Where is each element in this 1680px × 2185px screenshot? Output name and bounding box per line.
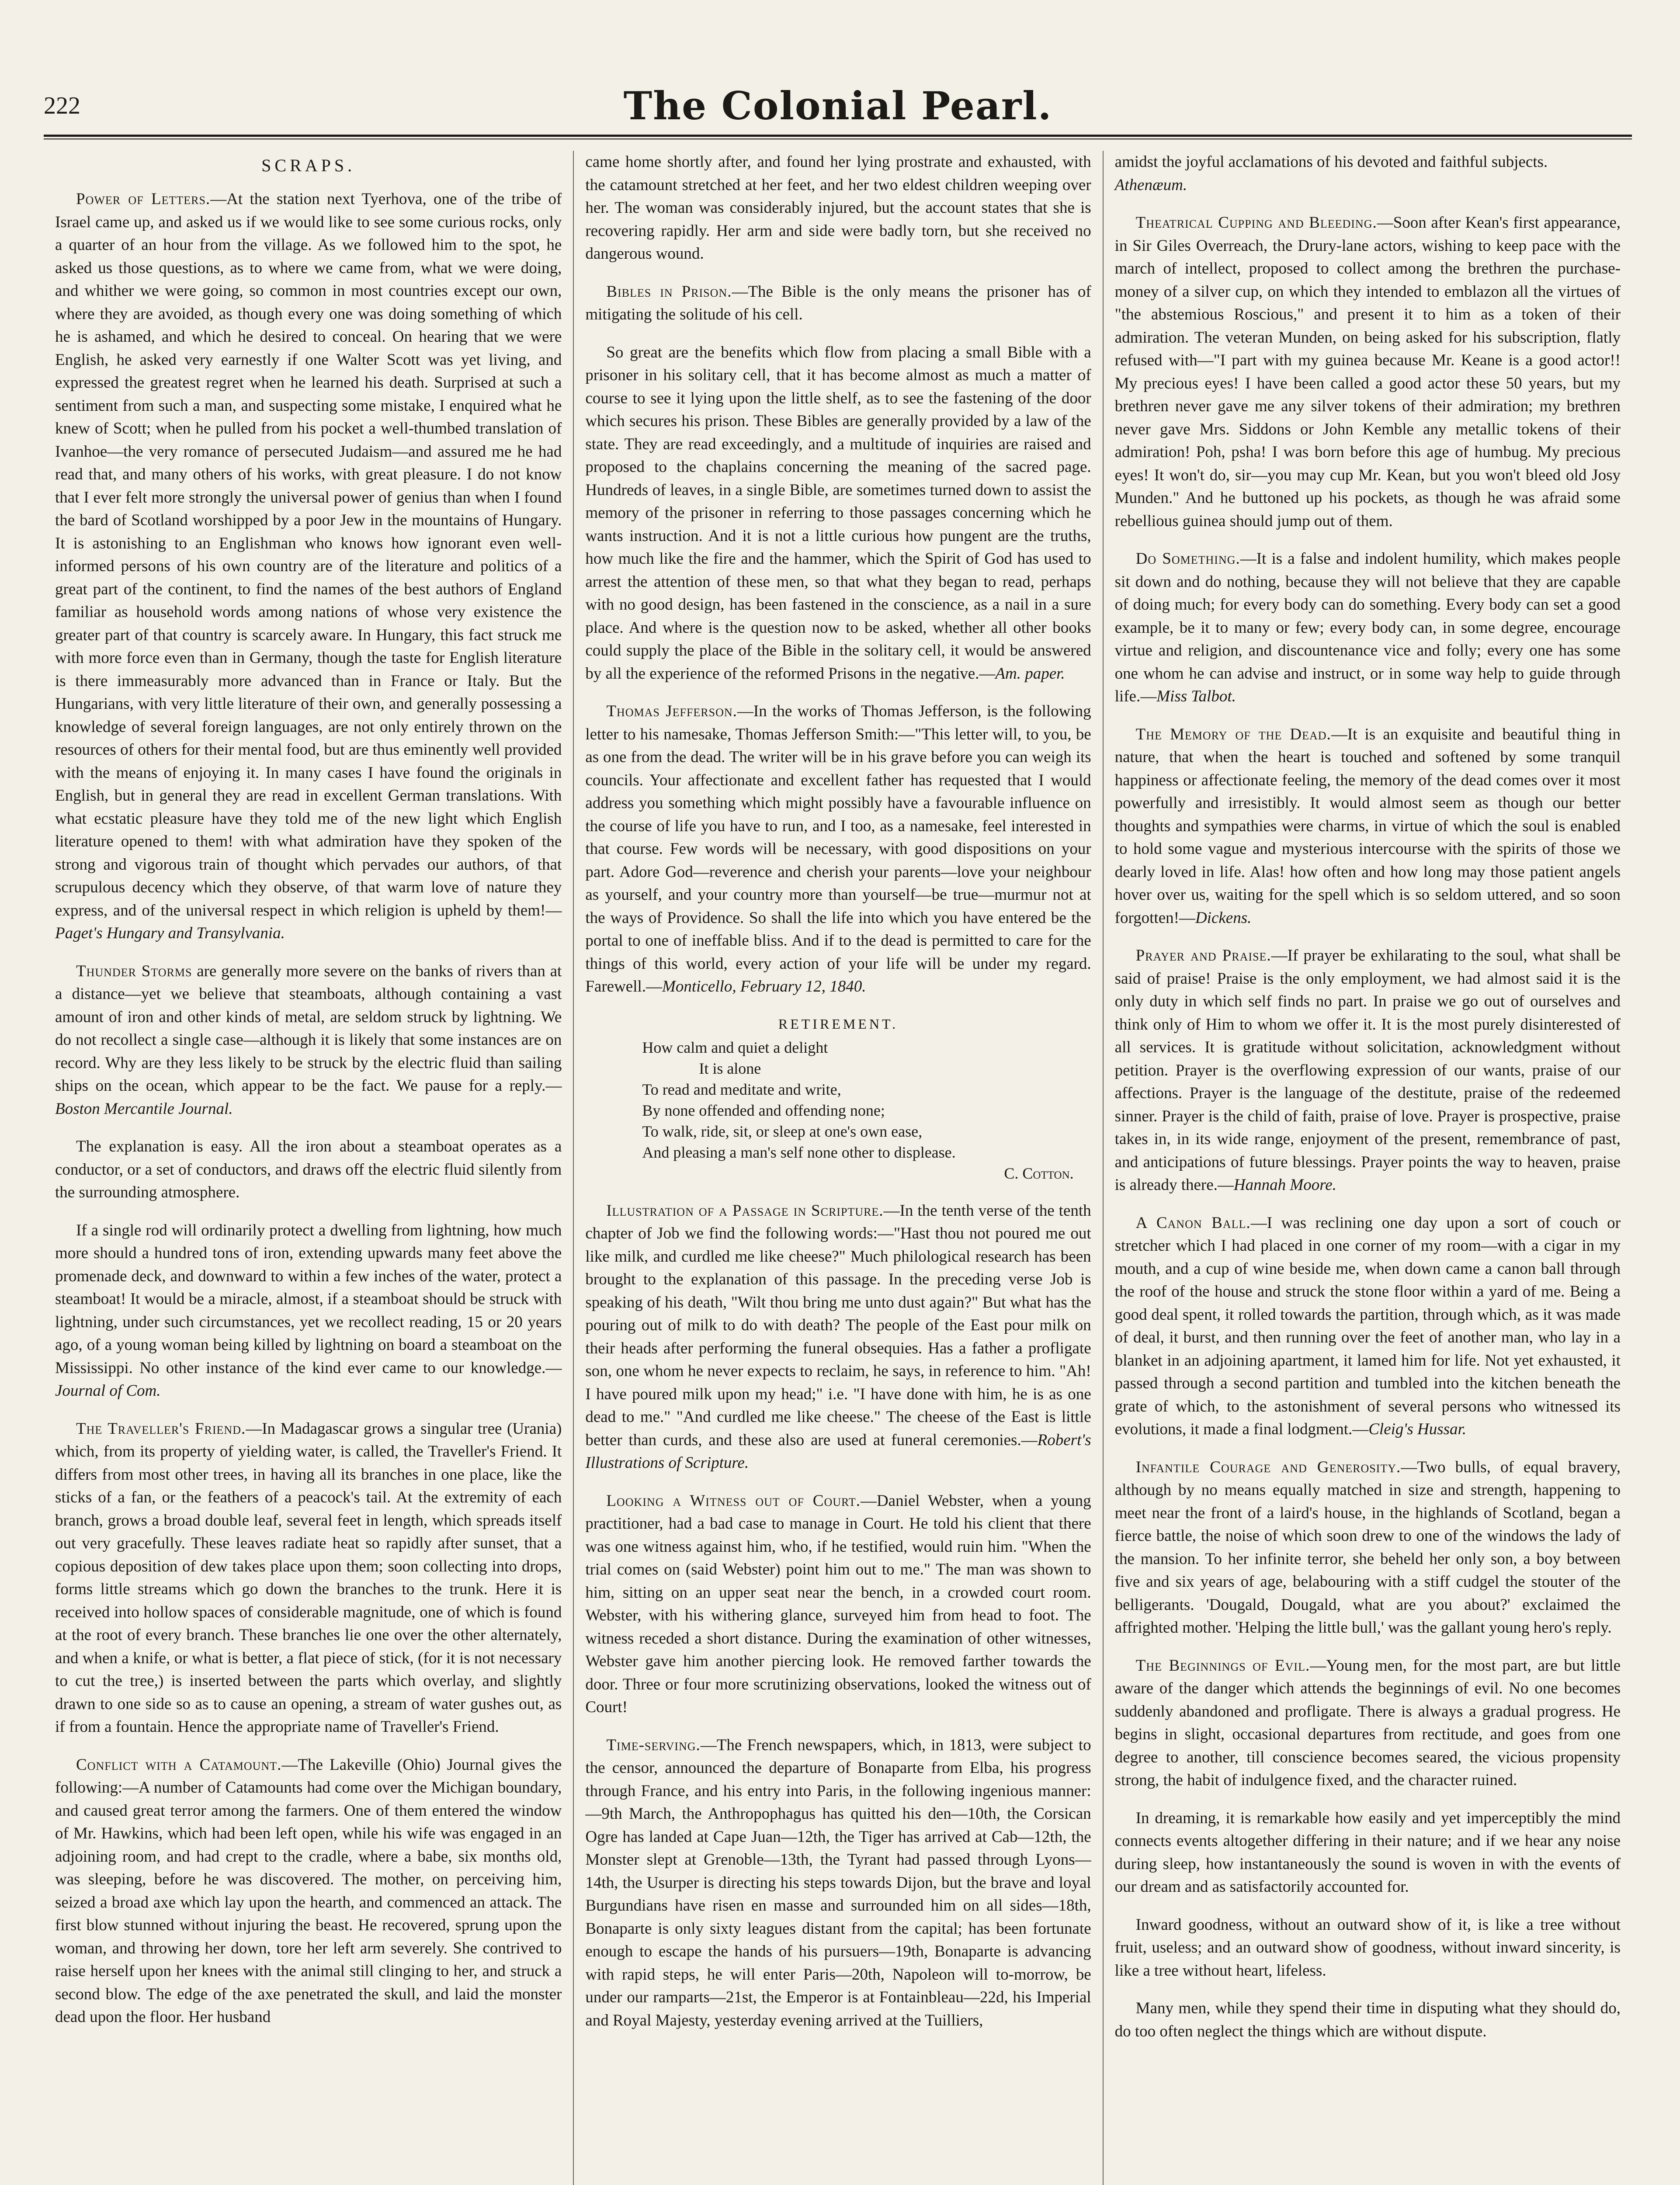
article bbox=[55, 1754, 562, 2029]
article-body: —If prayer be exhilarating to the soul, what shall be said of praise! Praise is the only employment, we had almost said it is the only duty in which self finds no part. In praise we go out of ourselves and think only of Him to whom we offer it. It is the most purely disinterested of all services. It is gratitude without solicitation, acknowledgment without petition. Prayer is the overflowing expression of our wants, praise of our affections. Prayer is the language of the destitute, praise of the redeemed sinner. Prayer is the child of faith, praise of love. Prayer is prospective, praise takes in, in its wide range, enjoyment of the present, remembrance of past, and anticipations of future blessings. Prayer points the way to heaven, praise is already there.— bbox=[1114, 947, 1621, 1194]
section-heading: SCRAPS. bbox=[261, 156, 356, 175]
poem-title: RETIREMENT. bbox=[778, 1016, 899, 1032]
article-body: —Soon after Kean's first appearance, in Sir Giles Overreach, the Drury-lane actors, wishing to keep pace with the march of intellect, proposed to collect among the brethren the purchase-money of a silver cup, on which they intended to emblazon all the virtues of "the abstemious Roscious," and present it to him as a token of their admiration. The veteran Munden, on being asked for his subscription, flatly refused with—"I part with my guinea because Mr. Keane is a good actor!! My precious eyes! I have been called a good actor these 50 years, but my brethren never gave me any silver tokens of their admiration; my brethren never gave Mrs. Siddons or John Kemble any metallic tokens of their admiration! Poh, psha! I was born before this age of humbug. My precious eyes! It won't do, sir—you may cup Mr. Kean, but you won't bleed old Josy Munden." And he buttoned up his pockets, as though he was afraid some rebellious guinea should jump out of them. bbox=[1114, 214, 1621, 530]
article bbox=[585, 700, 1091, 999]
article-source: Paget's Hungary and Transylvania. bbox=[55, 924, 285, 942]
article bbox=[55, 1135, 562, 1204]
article-source: Journal of Com. bbox=[55, 1382, 161, 1400]
column-1 bbox=[44, 151, 573, 2185]
article bbox=[585, 341, 1091, 686]
column-2 bbox=[573, 151, 1102, 2185]
article-source: Boston Mercantile Journal. bbox=[55, 1099, 233, 1118]
article-body: Many men, while they spend their time in disputing what they should do, do too often neglect the things which are without dispute. bbox=[1114, 1999, 1621, 2040]
article bbox=[1115, 1456, 1621, 1640]
article-source: Athenæum. bbox=[1114, 176, 1187, 194]
article-headline: Looking a Witness out of Court. bbox=[606, 1491, 861, 1510]
column-3 bbox=[1103, 151, 1632, 2185]
article-body: —At the station next Tyerhova, one of the tribe of Israel came up, and asked us if we would like to see some curious rocks, only a quarter of an hour from the village. As we followed him to the spot, he asked us those questions, as to where we came from, what we were doing, and whither we were going, so common in most countries except our own, where they are avoided, as though every one was doing something of which he is ashamed, and which he desired to conceal. On hearing that we were English, he asked very earnestly if one Walter Scott was yet living, and expressed the greatest regret when he learned his death. Surprised at such a sentiment from such a man, and suspecting some mistake, I enquired what he knew of Scott; when he pulled from his pocket a well-thumbed translation of Ivanhoe—the very romance of persecuted Judaism—and assured me he had read that, and many others of his works, with great pleasure. I do not know that I ever felt more strongly the universal power of genius than when I found the bard of Scotland worshipped by a poor Jew in the mountains of Hungary. It is astonishing to an Englishman who knows how ignorant even well-informed persons of his own country are of the literature and politics of a great part of the continent, to find the names of the best authors of England familiar as household words among nations of whose very existence the greater part of that country is scarcely aware. In Hungary, this fact struck me with more force even than in Germany, though the taste for English literature is there immeasurably more advanced than in France or Italy. But the Hungarians, with very little literature of their own, and generally possessing a knowledge of several foreign languages, are not only entirely thrown on the resources of others for their mental food, but are thus eminently well provided with the means of enjoying it. In many cases I have found the originals in English, but in general they are read in excellent German translations. With what ecstatic pleasure have they told me of the new light which English literature opened to them! with what admiration have they spoken of the strong and vigorous train of thought which pervades our authors, of that scrupulous decency which they observe, of that warm love of nature they express, and of the universal respect in which religion is upheld by them!— bbox=[55, 190, 562, 919]
article-source: Robert's Illustrations of Scripture. bbox=[585, 1431, 1091, 1472]
article-body: So great are the benefits which flow from placing a small Bible with a prisoner in his solitary cell, that it has become almost as much a matter of course to see it lying upon the little shelf, as to see the fastening of the door which secures his prison. These Bibles are generally provided by a law of the state. They are read exceedingly, and a multitude of inquiries are raised and proposed to the chaplains concerning the meaning of the sacred page. Hundreds of leaves, in a single Bible, are sometimes turned down to assist the memory of the prisoner in referring to those passages concerning which he wants instruction. And it is not a little curious how pungent are the truths, how much like the fire and the hammer, which the Spirit of God has used to arrest the attention of these men, so that what they began to read, perhaps with no good design, has been fastened in the conscience, as a nail in a sure place. And where is the question now to be asked, whether all other books could supply the place of the Bible in the solitary cell, it would be answered by all the experience of the reformed Prisons in the negative.— bbox=[585, 343, 1091, 683]
article-source: Am. paper. bbox=[995, 664, 1065, 683]
article bbox=[1115, 944, 1621, 1197]
article-headline: Thunder Storms bbox=[76, 962, 192, 980]
article bbox=[1115, 1914, 1621, 1983]
article-headline: Thomas Jefferson. bbox=[606, 702, 737, 720]
article-headline: The Traveller's Friend. bbox=[76, 1419, 246, 1438]
columns bbox=[44, 151, 1632, 2185]
article bbox=[55, 188, 562, 945]
article-source: Cleig's Hussar. bbox=[1368, 1420, 1467, 1438]
article bbox=[585, 1490, 1091, 1719]
article bbox=[55, 960, 562, 1121]
article-body: In dreaming, it is remarkable how easily and yet imperceptibly the mind connects events altogether differing in their nature; and if we hear any noise during sleep, how instantaneously the sound is woven in with the events of our dream and as satisfactorily accounted for. bbox=[1114, 1809, 1621, 1896]
poem-line: To walk, ride, sit, or sleep at one's own ease, bbox=[642, 1122, 923, 1140]
article bbox=[585, 1200, 1091, 1475]
article-headline: Illustration of a Passage in Scripture. bbox=[606, 1201, 884, 1220]
article-body: —Young men, for the most part, are but little aware of the danger which attends the beginnings of evil. No one becomes suddenly abandoned and profligate. There is always a gradual progress. He begins in slight, occasional departures from rectitude, and goes from one degree to another, till conscience becomes seared, the vicious propensity strong, the habit of indulgence fixed, and the character ruined. bbox=[1114, 1656, 1621, 1789]
page-number: 222 bbox=[44, 92, 80, 119]
article bbox=[1115, 1212, 1621, 1441]
article-body: —The Lakeville (Ohio) Journal gives the following:—A number of Catamounts had come over the Michigan boundary, and caused great terror among the farmers. One of them entered the window of Mr. Hawkins, which had been left open, while his wife was engaged in an adjoining room, and had crept to the cradle, where a babe, six months old, was sleeping, before he was discovered. The mother, on perceiving him, seized a broad axe which lay upon the hearth, and commenced an attack. The first blow stunned without injuring the beast. He recovered, sprung upon the woman, and throwing her down, tore her left arm severely. She contrived to raise herself upon her knees with the animal still clinging to her, and struck a second blow. The edge of the axe penetrated the skull, and laid the monster dead upon the floor. Her husband bbox=[55, 1755, 562, 2026]
article-body: —The Bible is the only means the prisoner has of mitigating the solitude of his cell. bbox=[585, 282, 1091, 323]
article-headline: A Canon Ball. bbox=[1135, 1214, 1251, 1232]
masthead bbox=[44, 83, 1632, 131]
poem-author: C. Cotton. bbox=[1004, 1164, 1074, 1182]
article-body: —Two bulls, of equal bravery, although by no means equally matched in size and strength, happening to meet near the front of a laird's house, in the highlands of Scotland, began a fierce battle, the noise of which soon drew to one of the windows the lady of the mansion. To her infinite terror, she beheld her only son, a boy between five and six years of age, belabouring with a stiff cudgel the stouter of the belligerants. 'Dougald, Dougald, what are you about?' exclaimed the affrighted mother. 'Helping the little bull,' was the gallant young hero's reply. bbox=[1114, 1458, 1621, 1637]
article-body: Inward goodness, without an outward show of it, is like a tree without fruit, useless; and an outward show of goodness, without inward sincerity, is like a tree without heart, lifeless. bbox=[1114, 1915, 1621, 1980]
article-body: —In the works of Thomas Jefferson, is the following letter to his namesake, Thomas Jefferson Smith:—"This letter will, to you, be as one from the dead. The writer will be in his grave before you can weigh its councils. Your affectionate and excellent father has requested that I would address you something which might possibly have a favourable influence on the course of life you have to run, and I too, as a namesake, feel interested in that course. Few words will be necessary, with good dispositions on your part. Adore God—reverence and cherish your parents—love your neighbour as yourself, and your country more than yourself—be true—murmur not at the ways of Providence. So shall the life into which you have entered be the portal to one of ineffable bliss. And if to the dead is permitted to care for the things of this world, every action of your life will be under my regard. Farewell.— bbox=[585, 702, 1091, 995]
article-body: came home shortly after, and found her lying prostrate and exhausted, with the catamount stretched at her feet, and her two eldest children weeping over her. The woman was considerably injured, but the account states that she is recovering rapidly. Her arm and side were badly torn, but she received no dangerous wound. bbox=[585, 153, 1091, 263]
article-body: are generally more severe on the banks of rivers than at a distance—yet we believe that steamboats, although containing a vast amount of iron and other kinds of metal, are seldom struck by lightning. We do not recollect a single case—although it is likely that some instances are on record. Why are they less likely to be struck by the electric fluid than sailing ships on the ocean, which appear to be the fact. We pause for a reply.— bbox=[55, 962, 562, 1095]
article-headline: Theatrical Cupping and Bleeding. bbox=[1135, 214, 1377, 232]
article bbox=[1115, 1654, 1621, 1792]
poem-line: How calm and quiet a delight bbox=[642, 1038, 828, 1056]
article-body: —Daniel Webster, when a young practitioner, had a bad case to manage in Court. He told his client that there was one witness against him, who, if he testified, would ruin him. "When the trial comes on (said Webster) point him out to me." The man was shown to him, sitting on an upper seat near the bench, in a crowded court room. Webster, with his withering glance, surveyed him from head to foot. The witness receded a short distance. During the examination of other witnesses, Webster gave him another piercing look. He removed farther towards the door. Three or four more scrutinizing observations, looked the witness out of Court! bbox=[585, 1491, 1091, 1716]
article-headline: Infantile Courage and Generosity. bbox=[1135, 1458, 1401, 1476]
article bbox=[55, 1418, 562, 1739]
article bbox=[1115, 1807, 1621, 1899]
article bbox=[1115, 723, 1621, 930]
article bbox=[585, 151, 1091, 266]
article-headline: The Memory of the Dead. bbox=[1135, 725, 1331, 743]
poem-line: By none offended and offending none; bbox=[642, 1101, 885, 1119]
article-body: —In the tenth verse of the tenth chapter of Job we find the following words:—"Hast thou not poured me out like milk, and curdled me like cheese?" Much philological research has been brought to the explanation of this passage. In the preceding verse Job is speaking of his death, "Wilt thou bring me unto dust again?" But what has the pouring out of milk to do with death? The people of the East pour milk on their heads after performing the funeral obsequies. Has a father a profligate son, one whom he never expects to reclaim, he says, in reference to him. "Ah! I have poured milk upon my head;" i.e. "I have done with him, he is as one dead to me." "And curdled me like cheese." The cheese of the East is little better than curds, and these also are used at funeral ceremonies.— bbox=[585, 1201, 1091, 1449]
article bbox=[1115, 151, 1621, 197]
article-body: If a single rod will ordinarily protect a dwelling from lightning, how much more should a hundred tons of iron, extending upwards many feet above the promenade deck, and downward to within a few inches of the water, protect a steamboat! It would be a miracle, almost, if a steamboat should be struck with lightning, under such circumstances, yet we recollect reading, 15 or 20 years ago, of a young woman being killed by lightning on board a steamboat on the Mississippi. No other instance of the kind ever came to our knowledge.— bbox=[55, 1221, 562, 1377]
article-headline: Time-serving. bbox=[606, 1736, 701, 1754]
poem-line: It is alone bbox=[699, 1059, 761, 1077]
article-body: —The French newspapers, which, in 1813, were subject to the censor, announced the departure of Bonaparte from Elba, his progress through France, and his entry into Paris, in the following ingenious manner:—9th March, the Anthropophagus has quitted his den—10th, the Corsican Ogre has landed at Cape Juan—12th, the Tiger has arrived at Cab—12th, the Monster slept at Grenoble—13th, the Tyrant had passed through Lyons—14th, the Usurper is directing his steps towards Dijon, but the brave and loyal Burgundians have risen en masse and surrounded him on all sides—18th, Bonaparte is only sixty leagues distant from the capital; has been fortunate enough to escape the hands of his pursuers—19th, Bonaparte is advancing with rapid steps, he will enter Paris—20th, Napoleon will to-morrow, be under our ramparts—21st, the Emperor is at Fontainbleau—22d, his Imperial and Royal Majesty, yesterday evening arrived at the Tuilliers, bbox=[585, 1736, 1091, 2029]
article-body: —In Madagascar grows a singular tree (Urania) which, from its property of yielding water, is called, the Traveller's Friend. It differs from most other trees, in having all its branches in one place, like the sticks of a fan, or the feathers of a peacock's tail. At the extremity of each branch, grows a broad double leaf, several feet in length, which spreads itself out very gracefully. These leaves radiate heat so rapidly after sunset, that a copious deposition of dew takes place upon them; soon collecting into drops, forms little streams which go down the branches to the trunk. Here it is received into hollow spaces of considerable magnitude, one of which is found at the root of every branch. These branches lie one over the other alternately, and when a knife, or what is better, a flat piece of stick, (for it is not necessary to cut the tree,) is inserted between the parts which overlay, and slightly drawn to one side so as to cause an opening, a stream of water gushes out, as if from a fountain. Hence the appropriate name of Traveller's Friend. bbox=[55, 1419, 562, 1736]
article-body: —It is a false and indolent humility, which makes people sit down and do nothing, because they will not believe that they are capable of doing much; for every body can do something. Every body can set a good example, be it to many or few; every body can, in some degree, encourage virtue and religion, and discountenance vice and folly; every one has some one whom he can advise and instruct, or in some way help to guide through life.— bbox=[1114, 550, 1621, 705]
poem-line: And pleasing a man's self none other to displease. bbox=[642, 1143, 956, 1161]
article-headline: Power of Letters. bbox=[76, 190, 211, 208]
article-body: The explanation is easy. All the iron about a steamboat operates as a conductor, or a set of conductors, and draws off the electric fluid silently from the surrounding atmosphere. bbox=[55, 1138, 562, 1201]
newspaper-title: The Colonial Pearl. bbox=[623, 83, 1052, 128]
article bbox=[1115, 1997, 1621, 2043]
article-headline: Do Something. bbox=[1135, 550, 1240, 568]
article bbox=[55, 1219, 562, 1403]
article-source: Miss Talbot. bbox=[1156, 687, 1236, 705]
poem bbox=[585, 1013, 1091, 1184]
article bbox=[585, 1734, 1091, 2032]
article-source: Monticello, February 12, 1840. bbox=[662, 978, 866, 995]
article-headline: The Beginnings of Evil. bbox=[1135, 1656, 1310, 1675]
article bbox=[1115, 548, 1621, 708]
article-headline: Bibles in Prison. bbox=[606, 282, 732, 301]
article bbox=[585, 281, 1091, 326]
article-headline: Prayer and Praise. bbox=[1135, 947, 1271, 964]
article bbox=[1115, 212, 1621, 533]
article-source: Hannah Moore. bbox=[1233, 1176, 1336, 1194]
article-body: —It is an exquisite and beautiful thing in nature, that when the heart is touched and softened by some tranquil happiness or affectionate feeling, the memory of the dead comes over it most powerfully and irresistibly. It would almost seem as though our better thoughts and sympathies were charms, in virtue of which the soul is enabled to hold some vague and mysterious intercourse with the spirits of those we dearly loved in life. Alas! how often and how long may those patient angels hover over us, waiting for the spell which is so seldom uttered, and so soon forgotten!— bbox=[1114, 725, 1621, 927]
article-body: —I was reclining one day upon a sort of couch or stretcher which I had placed in one corner of my room—with a cigar in my mouth, and a cup of wine beside me, when down came a canon ball through the roof of the house and struck the stone floor within a yard of me. Being a good deal spent, it rolled towards the partition, through which, as it was made of deal, it burst, and then running over the feet of another man, who lay in a blanket in an adjoining apartment, it lamed him for life. Not yet exhausted, it passed through a second partition and tumbled into the kitchen beneath the grate of which, to the astonishment of several persons who witnessed its evolutions, it made a final lodgment.— bbox=[1114, 1214, 1621, 1438]
masthead-rule bbox=[44, 135, 1632, 139]
article-headline: Conflict with a Catamount. bbox=[76, 1755, 282, 1774]
article-source: Dickens. bbox=[1195, 909, 1252, 927]
poem-line: To read and meditate and write, bbox=[642, 1080, 841, 1098]
article-body: amidst the joyful acclamations of his devoted and faithful subjects. bbox=[1114, 153, 1548, 171]
